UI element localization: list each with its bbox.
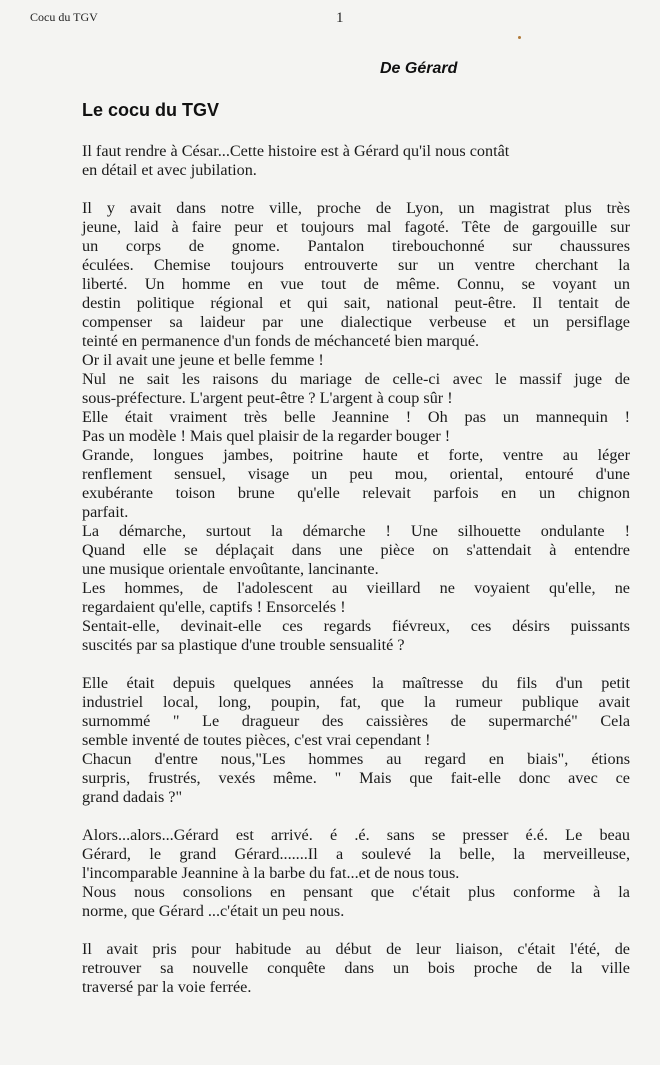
text-line: en détail et avec jubilation. xyxy=(82,161,257,179)
text-line: Elle était depuis quelques années la maîtresse du fils d'un petit xyxy=(82,674,630,692)
text-line: Il y avait dans notre ville, proche de Lyon, un magistrat plus très xyxy=(82,199,630,217)
paragraph xyxy=(82,674,630,807)
text-line: Gérard, le grand Gérard.......Il a soulevé la belle, la merveilleuse, xyxy=(82,845,630,863)
text-line: Nul ne sait les raisons du mariage de celle-ci avec le massif juge de xyxy=(82,370,630,388)
paragraph xyxy=(82,142,630,180)
text-line: Nous nous consolions en pensant que c'était plus conforme à la xyxy=(82,883,630,901)
paragraph xyxy=(82,199,630,655)
text-line: semble inventé de toutes pièces, c'est vrai cependant ! xyxy=(82,731,431,749)
text-line: Chacun d'entre nous,"Les hommes au regard en biais", étions xyxy=(82,750,630,768)
text-line: l'incomparable Jeannine à la barbe du fat...et de nous tous. xyxy=(82,864,460,882)
text-line: Alors...alors...Gérard est arrivé. é .é. sans se presser é.é. Le beau xyxy=(82,826,630,844)
text-line: éculées. Chemise toujours entrouverte sur un ventre cherchant la xyxy=(82,256,630,274)
text-line: surpris, frustrés, vexés même. " Mais que fait-elle donc avec ce xyxy=(82,769,630,787)
text-line: grand dadais ?" xyxy=(82,788,183,806)
text-line: Pas un modèle ! Mais quel plaisir de la regarder bouger ! xyxy=(82,427,451,445)
text-line: une musique orientale envoûtante, lancinante. xyxy=(82,560,379,578)
text-line: compenser sa laideur par une dialectique verbeuse et un persiflage xyxy=(82,313,630,331)
story-body xyxy=(82,142,630,1016)
text-line: destin politique régional et qui sait, national peut-être. Il tentait de xyxy=(82,294,630,312)
page-number: 1 xyxy=(336,10,344,26)
text-line: traversé par la voie ferrée. xyxy=(82,978,252,996)
byline: De Gérard xyxy=(380,60,458,77)
ink-speck xyxy=(518,36,521,39)
paragraph xyxy=(82,940,630,997)
text-line: surnommé " Le dragueur des caissières de supermarché" Cela xyxy=(82,712,630,730)
text-line: parfait. xyxy=(82,503,129,521)
text-line: teinté en permanence d'un fonds de méchanceté bien marqué. xyxy=(82,332,480,350)
text-line: norme, que Gérard ...c'était un peu nous. xyxy=(82,902,345,920)
text-line: exubérante toison brune qu'elle relevait parfois en un chignon xyxy=(82,484,630,502)
text-line: un corps de gnome. Pantalon tirebouchonné sur chaussures xyxy=(82,237,630,255)
text-line: liberté. Un homme en vue tout de même. Connu, se voyant un xyxy=(82,275,630,293)
text-line: industriel local, long, poupin, fat, que la rumeur publique avait xyxy=(82,693,630,711)
text-line: Quand elle se déplaçait dans une pièce on s'attendait à entendre xyxy=(82,541,630,559)
text-line: Elle était vraiment très belle Jeannine ! Oh pas un mannequin ! xyxy=(82,408,630,426)
text-line: Or il avait une jeune et belle femme ! xyxy=(82,351,324,369)
text-line: sous-préfecture. L'argent peut-être ? L'argent à coup sûr ! xyxy=(82,389,453,407)
text-line: regardaient qu'elle, captifs ! Ensorcelés ! xyxy=(82,598,346,616)
text-line: Sentait-elle, devinait-elle ces regards fiévreux, ces désirs puissants xyxy=(82,617,630,635)
paragraph xyxy=(82,826,630,921)
story-title: Le cocu du TGV xyxy=(82,100,220,120)
text-line: La démarche, surtout la démarche ! Une silhouette ondulante ! xyxy=(82,522,630,540)
text-line: jeune, laid à faire peur et toujours mal fagoté. Tête de gargouille sur xyxy=(82,218,630,236)
text-line: suscités par sa plastique d'une trouble sensualité ? xyxy=(82,636,405,654)
text-line: Il faut rendre à César...Cette histoire est à Gérard qu'il nous contât xyxy=(82,142,510,160)
text-line: renflement sensuel, visage un peu mou, oriental, entouré d'une xyxy=(82,465,630,483)
running-head: Cocu du TGV xyxy=(30,10,98,24)
text-line: Les hommes, de l'adolescent au vieillard ne voyaient qu'elle, ne xyxy=(82,579,630,597)
text-line: retrouver sa nouvelle conquête dans un bois proche de la ville xyxy=(82,959,630,977)
text-line: Il avait pris pour habitude au début de leur liaison, c'était l'été, de xyxy=(82,940,630,958)
text-line: Grande, longues jambes, poitrine haute et forte, ventre au léger xyxy=(82,446,630,464)
